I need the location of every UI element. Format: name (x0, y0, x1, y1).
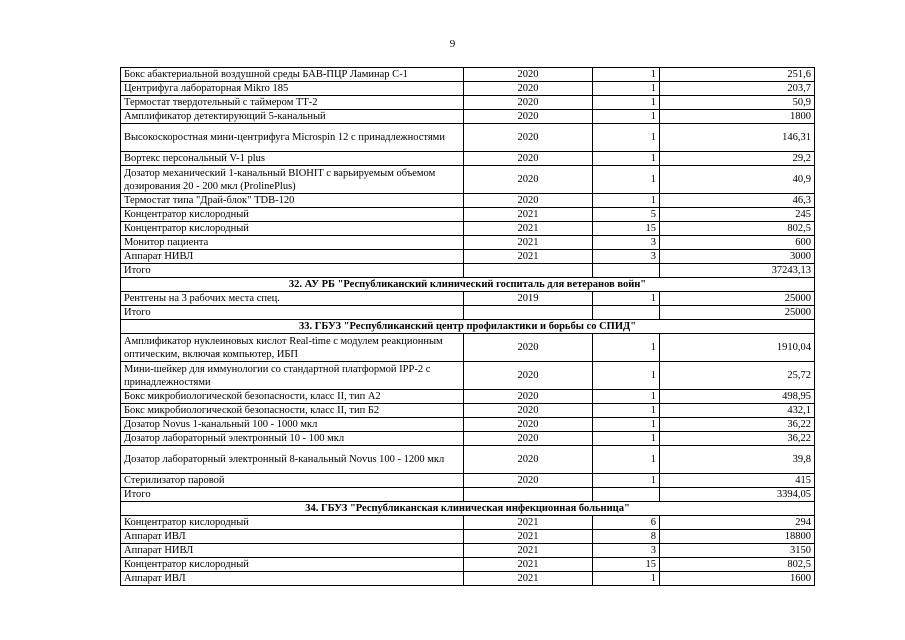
item-name-cell: Бокс микробиологической безопасности, класс II, тип А2 (121, 390, 464, 404)
sum-cell: 3000 (660, 250, 815, 264)
year-cell: 2020 (464, 82, 593, 96)
table-row (121, 152, 815, 166)
year-cell (464, 488, 593, 502)
sum-cell: 203,7 (660, 82, 815, 96)
sum-cell: 245 (660, 208, 815, 222)
quantity-cell: 1 (593, 362, 660, 390)
section-title: 34. ГБУЗ "Республиканская клиническая инфекционная больница" (121, 502, 815, 516)
item-name-cell: Амплификатор детектирующий 5-канальный (121, 110, 464, 124)
quantity-cell: 1 (593, 334, 660, 362)
year-cell: 2019 (464, 292, 593, 306)
quantity-cell: 15 (593, 558, 660, 572)
quantity-cell: 1 (593, 96, 660, 110)
sum-cell: 415 (660, 474, 815, 488)
table-row (121, 110, 815, 124)
sum-cell: 432,1 (660, 404, 815, 418)
year-cell: 2021 (464, 236, 593, 250)
table-row (121, 446, 815, 474)
year-cell: 2020 (464, 334, 593, 362)
table-row (121, 390, 815, 404)
table-row (121, 68, 815, 82)
table-row (121, 572, 815, 586)
equipment-table (120, 67, 815, 586)
sum-cell: 498,95 (660, 390, 815, 404)
table-row (121, 208, 815, 222)
sum-cell: 29,2 (660, 152, 815, 166)
table-row (121, 558, 815, 572)
section-header-row (121, 278, 815, 292)
quantity-cell: 1 (593, 474, 660, 488)
item-name-cell: Вортекс персональный V-1 plus (121, 152, 464, 166)
year-cell: 2021 (464, 208, 593, 222)
item-name-cell: Бокс абактериальной воздушной среды БАВ-ПЦР Ламинар С-1 (121, 68, 464, 82)
equipment-table-body (121, 68, 815, 586)
item-name-cell: Концентратор кислородный (121, 558, 464, 572)
sum-cell: 46,3 (660, 194, 815, 208)
item-name-cell: Термостат типа "Драй-блок" TDB-120 (121, 194, 464, 208)
quantity-cell (593, 264, 660, 278)
quantity-cell: 1 (593, 82, 660, 96)
quantity-cell: 1 (593, 68, 660, 82)
table-row (121, 166, 815, 194)
sum-cell: 251,6 (660, 68, 815, 82)
table-row (121, 236, 815, 250)
year-cell: 2020 (464, 362, 593, 390)
sum-cell: 600 (660, 236, 815, 250)
year-cell: 2020 (464, 404, 593, 418)
sum-cell: 1600 (660, 572, 815, 586)
item-name-cell: Дозатор лабораторный электронный 8-канальный Novus 100 - 1200 мкл (121, 446, 464, 474)
sum-cell: 3150 (660, 544, 815, 558)
table-row (121, 404, 815, 418)
quantity-cell: 1 (593, 110, 660, 124)
year-cell: 2020 (464, 152, 593, 166)
year-cell: 2020 (464, 124, 593, 152)
quantity-cell: 1 (593, 432, 660, 446)
quantity-cell: 15 (593, 222, 660, 236)
sum-cell: 36,22 (660, 432, 815, 446)
item-name-cell: Аппарат НИВЛ (121, 250, 464, 264)
quantity-cell: 1 (593, 194, 660, 208)
section-header-row (121, 320, 815, 334)
item-name-cell: Стерилизатор паровой (121, 474, 464, 488)
item-name-cell: Аппарат ИВЛ (121, 530, 464, 544)
year-cell (464, 264, 593, 278)
item-name-cell: Мини-шейкер для иммунологии со стандартной платформой IPP-2 с принадлежностями (121, 362, 464, 390)
year-cell: 2021 (464, 516, 593, 530)
total-row (121, 264, 815, 278)
table-row (121, 362, 815, 390)
total-label: Итого (121, 306, 464, 320)
item-name-cell: Высокоскоростная мини-центрифуга Microspin 12 с принадлежностями (121, 124, 464, 152)
item-name-cell: Дозатор Novus 1-канальный 100 - 1000 мкл (121, 418, 464, 432)
sum-cell: 802,5 (660, 222, 815, 236)
table-row (121, 516, 815, 530)
quantity-cell (593, 306, 660, 320)
table-row (121, 292, 815, 306)
section-title: 32. АУ РБ "Республиканский клинический госпиталь для ветеранов войн" (121, 278, 815, 292)
year-cell: 2021 (464, 530, 593, 544)
quantity-cell: 3 (593, 544, 660, 558)
sum-cell: 37243,13 (660, 264, 815, 278)
quantity-cell: 1 (593, 166, 660, 194)
sum-cell: 146,31 (660, 124, 815, 152)
section-header-row (121, 502, 815, 516)
page-number: 9 (449, 38, 456, 50)
quantity-cell: 1 (593, 124, 660, 152)
item-name-cell: Аппарат НИВЛ (121, 544, 464, 558)
item-name-cell: Амплификатор нуклеиновых кислот Real-time с модулем реакционным оптическим, включая компьютер, ИБП (121, 334, 464, 362)
year-cell: 2021 (464, 250, 593, 264)
table-row (121, 96, 815, 110)
quantity-cell: 3 (593, 236, 660, 250)
sum-cell: 1800 (660, 110, 815, 124)
quantity-cell: 1 (593, 152, 660, 166)
table-row (121, 250, 815, 264)
item-name-cell: Центрифуга лабораторная Mikro 185 (121, 82, 464, 96)
sum-cell: 36,22 (660, 418, 815, 432)
sum-cell: 40,9 (660, 166, 815, 194)
sum-cell: 39,8 (660, 446, 815, 474)
table-row (121, 194, 815, 208)
table-row (121, 474, 815, 488)
item-name-cell: Бокс микробиологической безопасности, класс II, тип Б2 (121, 404, 464, 418)
quantity-cell: 8 (593, 530, 660, 544)
item-name-cell: Дозатор лабораторный электронный 10 - 100 мкл (121, 432, 464, 446)
sum-cell: 18800 (660, 530, 815, 544)
item-name-cell: Аппарат ИВЛ (121, 572, 464, 586)
year-cell: 2020 (464, 110, 593, 124)
section-title: 33. ГБУЗ "Республиканский центр профилактики и борьбы со СПИД" (121, 320, 815, 334)
year-cell: 2020 (464, 474, 593, 488)
total-row (121, 306, 815, 320)
sum-cell: 3394,05 (660, 488, 815, 502)
quantity-cell: 1 (593, 390, 660, 404)
year-cell: 2020 (464, 68, 593, 82)
table-row (121, 334, 815, 362)
year-cell: 2020 (464, 96, 593, 110)
table-row (121, 432, 815, 446)
year-cell (464, 306, 593, 320)
item-name-cell: Концентратор кислородный (121, 516, 464, 530)
year-cell: 2020 (464, 194, 593, 208)
quantity-cell (593, 488, 660, 502)
sum-cell: 25000 (660, 306, 815, 320)
quantity-cell: 1 (593, 418, 660, 432)
item-name-cell: Концентратор кислородный (121, 208, 464, 222)
sum-cell: 1910,04 (660, 334, 815, 362)
year-cell: 2021 (464, 572, 593, 586)
table-row (121, 82, 815, 96)
quantity-cell: 3 (593, 250, 660, 264)
table-row (121, 418, 815, 432)
quantity-cell: 6 (593, 516, 660, 530)
item-name-cell: Монитор пациента (121, 236, 464, 250)
total-label: Итого (121, 488, 464, 502)
sum-cell: 25,72 (660, 362, 815, 390)
sum-cell: 294 (660, 516, 815, 530)
year-cell: 2021 (464, 544, 593, 558)
item-name-cell: Термостат твердотельный с таймером ТТ-2 (121, 96, 464, 110)
quantity-cell: 1 (593, 404, 660, 418)
quantity-cell: 1 (593, 446, 660, 474)
year-cell: 2021 (464, 222, 593, 236)
table-row (121, 530, 815, 544)
total-row (121, 488, 815, 502)
quantity-cell: 5 (593, 208, 660, 222)
item-name-cell: Рентгены на 3 рабочих места спец. (121, 292, 464, 306)
quantity-cell: 1 (593, 572, 660, 586)
year-cell: 2020 (464, 166, 593, 194)
table-row (121, 222, 815, 236)
quantity-cell: 1 (593, 292, 660, 306)
year-cell: 2021 (464, 558, 593, 572)
year-cell: 2020 (464, 432, 593, 446)
table-row (121, 124, 815, 152)
year-cell: 2020 (464, 390, 593, 404)
year-cell: 2020 (464, 418, 593, 432)
sum-cell: 25000 (660, 292, 815, 306)
item-name-cell: Концентратор кислородный (121, 222, 464, 236)
year-cell: 2020 (464, 446, 593, 474)
item-name-cell: Дозатор механический 1-канальный BIOHIT с варьируемым объемом дозирования 20 - 200 мкл (ProlinePlus) (121, 166, 464, 194)
sum-cell: 802,5 (660, 558, 815, 572)
sum-cell: 50,9 (660, 96, 815, 110)
total-label: Итого (121, 264, 464, 278)
table-row (121, 544, 815, 558)
